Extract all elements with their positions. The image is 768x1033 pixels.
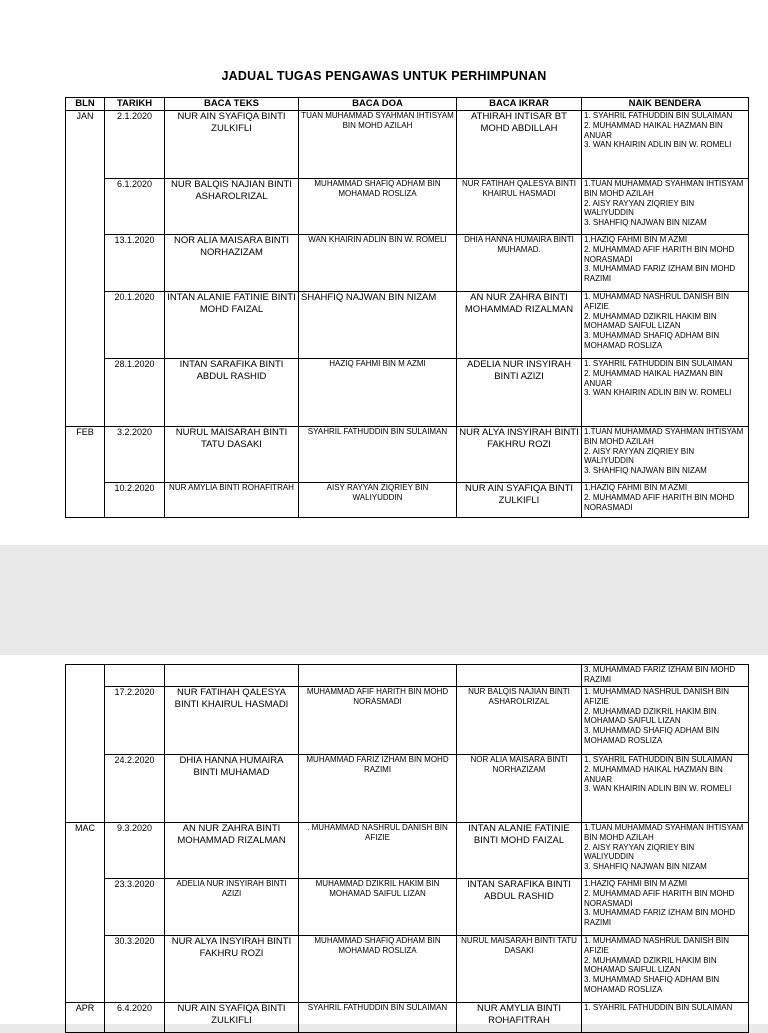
- date-cell: 3.2.2020: [105, 427, 165, 483]
- flag-raiser-entry: 3. WAN KHAIRIN ADLIN BIN W. ROMELI: [584, 388, 732, 398]
- header-baca-ikrar: BACA IKRAR: [457, 98, 582, 111]
- naik-bendera-cell: [582, 111, 749, 179]
- baca-doa-cell: TUAN MUHAMMAD SYAHMAN IHTISYAM BIN MOHD AZILAH: [299, 111, 457, 179]
- table-row: [66, 936, 749, 1003]
- baca-ikrar-cell: NUR ALYA INSYIRAH BINTI FAKHRU ROZI: [457, 427, 582, 483]
- table-row: [66, 179, 749, 235]
- flag-raiser-entry: 2. MUHAMMAD HAIKAL HAZMAN BIN ANUAR: [584, 368, 723, 388]
- flag-raiser-entry: 1.HAZIQ FAHMI BIN M AZMI: [584, 235, 688, 244]
- flag-raiser-entry: 2. MUHAMMAD DZIKRIL HAKIM BIN MOHAMAD SAIFUL LIZAN: [584, 706, 717, 726]
- flag-raiser-entry: 3. SHAHFIQ NAJWAN BIN NIZAM: [584, 862, 707, 872]
- baca-doa-cell: MUHAMMAD AFIF HARITH BIN MOHD NORASMADI: [299, 687, 457, 755]
- flag-raiser-entry: 1.TUAN MUHAMMAD SYAHMAN IHTISYAM BIN MOHD AZILAH: [584, 427, 744, 446]
- date-cell: 30.3.2020: [105, 936, 165, 1003]
- date-cell: 24.2.2020: [105, 755, 165, 823]
- baca-doa-cell: MUHAMMAD SHAFIQ ADHAM BIN MOHAMAD ROSLIZA: [299, 936, 457, 1003]
- naik-bendera-cell: [582, 755, 749, 823]
- baca-teks-cell: NURUL MAISARAH BINTI TATU DASAKI: [165, 427, 299, 483]
- flag-raiser-entry: 1.HAZIQ FAHMI BIN M AZMI: [584, 483, 688, 492]
- flag-raiser-entry: 1. MUHAMMAD NASHRUL DANISH BIN AFIZIE: [584, 687, 730, 706]
- table-row: [66, 359, 749, 427]
- flag-raiser-entry: 2. MUHAMMAD AFIF HARITH BIN MOHD NORASMADI: [584, 492, 735, 512]
- baca-ikrar-cell: INTAN SARAFIKA BINTI ABDUL RASHID: [457, 879, 582, 936]
- baca-doa-cell: AISY RAYYAN ZIQRIEY BIN WALIYUDDIN: [299, 483, 457, 518]
- baca-doa-cell: SYAHRIL FATHUDDIN BIN SULAIMAN: [299, 1003, 457, 1033]
- flag-raiser-entry: 2. AISY RAYYAN ZIQRIEY BIN WALIYUDDIN: [584, 198, 695, 218]
- duty-table-page-1: [65, 97, 749, 518]
- table-row: [66, 235, 749, 292]
- date-cell: 10.2.2020: [105, 483, 165, 518]
- naik-bendera-cell: [582, 687, 749, 755]
- month-cell: APR: [66, 1003, 105, 1033]
- baca-doa-cell: SHAHFIQ NAJWAN BIN NIZAM: [299, 292, 457, 359]
- date-cell: 6.4.2020: [105, 1003, 165, 1033]
- naik-bendera-cell: [582, 427, 749, 483]
- baca-teks-cell: NUR AMYLIA BINTI ROHAFITRAH: [165, 483, 299, 518]
- header-naik-bendera: NAIK BENDERA: [582, 98, 749, 111]
- table-row: [66, 1003, 749, 1033]
- baca-ikrar-cell: NUR BALQIS NAJIAN BINTI ASHAROLRIZAL: [457, 687, 582, 755]
- baca-doa-cell: SYAHRIL FATHUDDIN BIN SULAIMAN: [299, 427, 457, 483]
- duty-table-page-2: [65, 664, 749, 1033]
- naik-bendera-cell: [582, 235, 749, 292]
- baca-doa-cell: . MUHAMMAD NASHRUL DANISH BIN AFIZIE: [299, 823, 457, 879]
- flag-raiser-entry: 1. SYAHRIL FATHUDDIN BIN SULAIMAN: [584, 111, 733, 120]
- table-row: [66, 687, 749, 755]
- header-baca-teks: BACA TEKS: [165, 98, 299, 111]
- document-page-2: [0, 655, 768, 1024]
- month-cell: FEB: [66, 427, 105, 518]
- baca-doa-cell: MUHAMMAD SHAFIQ ADHAM BIN MOHAMAD ROSLIZA: [299, 179, 457, 235]
- baca-ikrar-cell: NUR AIN SYAFIQA BINTI ZULKIFLI: [457, 483, 582, 518]
- baca-teks-cell: NUR FATIHAH QALESYA BINTI KHAIRUL HASMADI: [165, 687, 299, 755]
- baca-ikrar-cell: NOR ALIA MAISARA BINTI NORHAZIZAM: [457, 755, 582, 823]
- baca-doa-cell: MUHAMMAD FARIZ IZHAM BIN MOHD RAZIMI: [299, 755, 457, 823]
- date-cell: 2.1.2020: [105, 111, 165, 179]
- flag-raiser-entry: 3. WAN KHAIRIN ADLIN BIN W. ROMELI: [584, 140, 732, 150]
- naik-bendera-cell: [582, 292, 749, 359]
- baca-ikrar-cell: ATHIRAH INTISAR BT MOHD ABDILLAH: [457, 111, 582, 179]
- baca-teks-cell: DHIA HANNA HUMAIRA BINTI MUHAMAD: [165, 755, 299, 823]
- date-cell: 6.1.2020: [105, 179, 165, 235]
- table-row: [66, 879, 749, 936]
- baca-teks-cell: NUR AIN SYAFIQA BINTI ZULKIFLI: [165, 1003, 299, 1033]
- page-title: JADUAL TUGAS PENGAWAS UNTUK PERHIMPUNAN: [221, 69, 547, 83]
- date-cell: [105, 665, 165, 687]
- table-row: [66, 823, 749, 879]
- naik-bendera-cell: [582, 879, 749, 936]
- flag-raiser-entry: 1. SYAHRIL FATHUDDIN BIN SULAIMAN: [584, 1003, 733, 1012]
- date-cell: 9.3.2020: [105, 823, 165, 879]
- flag-raiser-entry: 3. MUHAMMAD SHAFIQ ADHAM BIN MOHAMAD ROSLIZA: [584, 975, 720, 994]
- baca-ikrar-cell: [457, 665, 582, 687]
- baca-teks-cell: NUR AIN SYAFIQA BINTI ZULKIFLI: [165, 111, 299, 179]
- header-bln: BLN: [66, 98, 105, 111]
- baca-ikrar-cell: NUR AMYLIA BINTI ROHAFITRAH: [457, 1003, 582, 1033]
- month-cell: [66, 665, 105, 823]
- baca-ikrar-cell: NURUL MAISARAH BINTI TATU DASAKI: [457, 936, 582, 1003]
- table-row: [66, 483, 749, 518]
- flag-raiser-entry: 2. AISY RAYYAN ZIQRIEY BIN WALIYUDDIN: [584, 446, 695, 466]
- baca-ikrar-cell: DHIA HANNA HUMAIRA BINTI MUHAMAD.: [457, 235, 582, 292]
- flag-raiser-entry: 2. MUHAMMAD DZIKRIL HAKIM BIN MOHAMAD SAIFUL LIZAN: [584, 955, 717, 975]
- baca-teks-cell: ADELIA NUR INSYIRAH BINTI AZIZI: [165, 879, 299, 936]
- date-cell: 20.1.2020: [105, 292, 165, 359]
- flag-raiser-entry: 3. MUHAMMAD SHAFIQ ADHAM BIN MOHAMAD ROSLIZA: [584, 331, 720, 350]
- table-row: [66, 755, 749, 823]
- flag-raiser-entry: 3. MUHAMMAD FARIZ IZHAM BIN MOHD RAZIMI: [584, 665, 736, 684]
- table-row: [66, 427, 749, 483]
- flag-raiser-entry: 2. MUHAMMAD DZIKRIL HAKIM BIN MOHAMAD SAIFUL LIZAN: [584, 311, 717, 331]
- naik-bendera-cell: [582, 1003, 749, 1033]
- naik-bendera-cell: [582, 665, 749, 687]
- baca-doa-cell: WAN KHAIRIN ADLIN BIN W. ROMELI: [299, 235, 457, 292]
- baca-doa-cell: MUHAMMAD DZIKRIL HAKIM BIN MOHAMAD SAIFUL LIZAN: [299, 879, 457, 936]
- date-cell: 17.2.2020: [105, 687, 165, 755]
- baca-teks-cell: NUR BALQIS NAJIAN BINTI ASHAROLRIZAL: [165, 179, 299, 235]
- flag-raiser-entry: 3. MUHAMMAD FARIZ IZHAM BIN MOHD RAZIMI: [584, 264, 736, 284]
- flag-raiser-entry: 2. MUHAMMAD AFIF HARITH BIN MOHD NORASMADI: [584, 888, 735, 908]
- baca-ikrar-cell: ADELIA NUR INSYIRAH BINTI AZIZI: [457, 359, 582, 427]
- date-cell: 28.1.2020: [105, 359, 165, 427]
- table-row: [66, 292, 749, 359]
- flag-raiser-entry: 1.TUAN MUHAMMAD SYAHMAN IHTISYAM BIN MOHD AZILAH: [584, 179, 744, 198]
- baca-teks-cell: NOR ALIA MAISARA BINTI NORHAZIZAM: [165, 235, 299, 292]
- flag-raiser-entry: 1. SYAHRIL FATHUDDIN BIN SULAIMAN: [584, 359, 733, 368]
- naik-bendera-cell: [582, 179, 749, 235]
- baca-teks-cell: [165, 665, 299, 687]
- flag-raiser-entry: 1. SYAHRIL FATHUDDIN BIN SULAIMAN: [584, 755, 733, 764]
- table-row: [66, 111, 749, 179]
- flag-raiser-entry: 3. WAN KHAIRIN ADLIN BIN W. ROMELI: [584, 784, 732, 794]
- baca-ikrar-cell: NUR FATIHAH QALESYA BINTI KHAIRUL HASMADI: [457, 179, 582, 235]
- month-cell: MAC: [66, 823, 105, 1003]
- naik-bendera-cell: [582, 483, 749, 518]
- naik-bendera-cell: [582, 359, 749, 427]
- naik-bendera-cell: [582, 936, 749, 1003]
- baca-ikrar-cell: AN NUR ZAHRA BINTI MOHAMMAD RIZALMAN: [457, 292, 582, 359]
- flag-raiser-entry: 3. SHAHFIQ NAJWAN BIN NIZAM: [584, 466, 707, 476]
- baca-teks-cell: INTAN ALANIE FATINIE BINTI MOHD FAIZAL: [165, 292, 299, 359]
- table-row: [66, 665, 749, 687]
- month-cell: JAN: [66, 111, 105, 427]
- date-cell: 13.1.2020: [105, 235, 165, 292]
- date-cell: 23.3.2020: [105, 879, 165, 936]
- flag-raiser-entry: 1. MUHAMMAD NASHRUL DANISH BIN AFIZIE: [584, 936, 730, 955]
- flag-raiser-entry: 3. MUHAMMAD SHAFIQ ADHAM BIN MOHAMAD ROSLIZA: [584, 726, 720, 745]
- flag-raiser-entry: 1.HAZIQ FAHMI BIN M AZMI: [584, 879, 688, 888]
- baca-ikrar-cell: INTAN ALANIE FATINIE BINTI MOHD FAIZAL: [457, 823, 582, 879]
- flag-raiser-entry: 2. MUHAMMAD HAIKAL HAZMAN BIN ANUAR: [584, 120, 723, 140]
- flag-raiser-entry: 1.TUAN MUHAMMAD SYAHMAN IHTISYAM BIN MOHD AZILAH: [584, 823, 744, 842]
- flag-raiser-entry: 2. MUHAMMAD HAIKAL HAZMAN BIN ANUAR: [584, 764, 723, 784]
- baca-doa-cell: [299, 665, 457, 687]
- flag-raiser-entry: 1. MUHAMMAD NASHRUL DANISH BIN AFIZIE: [584, 292, 730, 311]
- header-tarikh: TARIKH: [105, 98, 165, 111]
- baca-teks-cell: INTAN SARAFIKA BINTI ABDUL RASHID: [165, 359, 299, 427]
- flag-raiser-entry: 2. AISY RAYYAN ZIQRIEY BIN WALIYUDDIN: [584, 842, 695, 862]
- baca-teks-cell: AN NUR ZAHRA BINTI MOHAMMAD RIZALMAN: [165, 823, 299, 879]
- baca-doa-cell: HAZIQ FAHMI BIN M AZMI: [299, 359, 457, 427]
- flag-raiser-entry: 3. SHAHFIQ NAJWAN BIN NIZAM: [584, 218, 707, 228]
- baca-teks-cell: NUR ALYA INSYIRAH BINTI FAKHRU ROZI: [165, 936, 299, 1003]
- naik-bendera-cell: [582, 823, 749, 879]
- header-baca-doa: BACA DOA: [299, 98, 457, 111]
- flag-raiser-entry: 2. MUHAMMAD AFIF HARITH BIN MOHD NORASMADI: [584, 244, 735, 264]
- table-header-row: [66, 98, 749, 111]
- flag-raiser-entry: 3. MUHAMMAD FARIZ IZHAM BIN MOHD RAZIMI: [584, 908, 736, 928]
